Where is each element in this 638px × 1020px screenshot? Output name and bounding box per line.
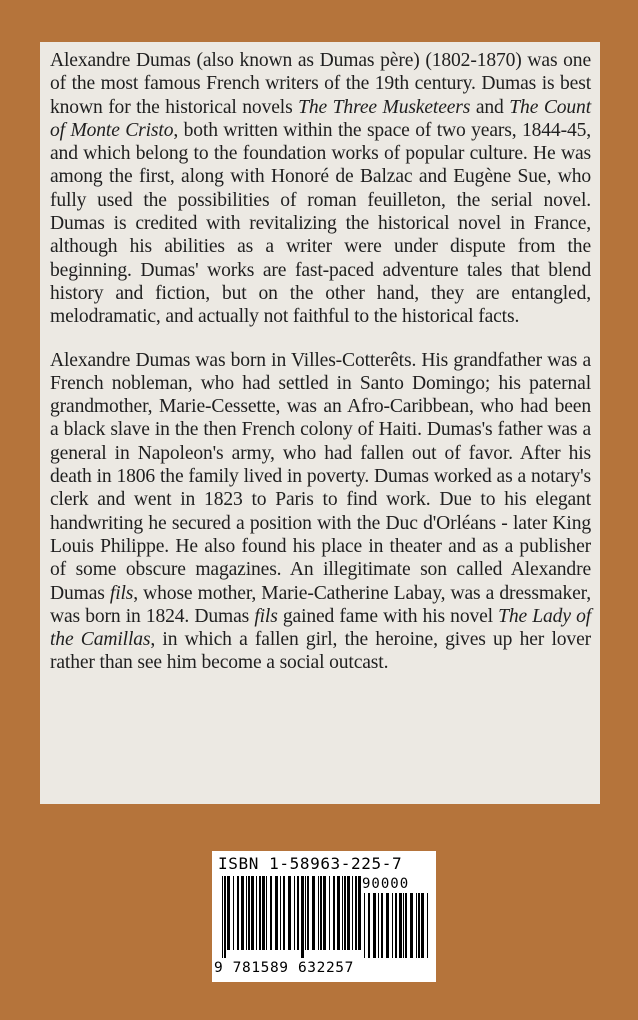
italic-title: fils <box>254 605 278 627</box>
barcode-bar <box>352 876 353 950</box>
paragraph-biography-early-life <box>50 349 591 675</box>
barcode-bar <box>233 876 234 950</box>
barcode-bar <box>222 876 223 958</box>
italic-title: fils <box>109 582 134 604</box>
barcode-bar <box>373 893 376 958</box>
italic-title: The Count of Monte Cristo <box>50 96 591 141</box>
barcode-bar <box>251 876 254 950</box>
barcode-bar <box>288 876 291 950</box>
barcode-bar <box>405 893 407 958</box>
barcode-bar <box>403 893 404 958</box>
barcode-bar <box>344 876 346 950</box>
barcode-bar <box>392 893 393 958</box>
barcode-bar <box>323 876 326 950</box>
barcode-bar <box>378 893 379 958</box>
italic-title: The Three Musketeers <box>298 96 471 118</box>
italic-title: The Lady of the Camillas <box>50 605 592 651</box>
text-run: , in which a fallen girl, the heroine, gives up her lover rather than see him become a social outcast. <box>50 629 591 674</box>
barcode-bar <box>312 876 315 950</box>
barcode-bar <box>280 876 281 950</box>
barcode-bar <box>364 893 365 958</box>
isbn-label: ISBN 1-58963-225-7 <box>218 854 403 873</box>
barcode-bar <box>418 893 420 958</box>
text-run: gained fame with his novel <box>277 605 499 627</box>
ean-bars <box>222 876 362 958</box>
barcode-bar <box>270 876 272 950</box>
text-run: Alexandre Dumas (also known as Dumas père) (1802-1870) was one of the most famous French writers of the 19th century. Dumas is best known for the historical novels <box>50 50 591 118</box>
barcode-bar <box>368 893 370 958</box>
barcode-bar <box>248 876 250 950</box>
text-run: , whose mother, Marie-Catherine Labay, was a dressmaker, was born in 1824. Dumas <box>50 582 592 627</box>
barcode-bar <box>297 876 299 950</box>
barcode-bar <box>318 876 319 950</box>
barcode-bar <box>421 893 424 958</box>
isbn-barcode <box>212 851 436 982</box>
barcode-bar <box>342 876 343 950</box>
barcode-bar <box>337 876 340 950</box>
barcode-bar <box>294 876 295 950</box>
barcode-bar <box>305 876 306 950</box>
barcode-bar <box>301 876 304 958</box>
barcode-bar <box>395 893 397 958</box>
barcode-bar <box>333 876 335 950</box>
barcode-bar <box>307 876 309 950</box>
barcode-bar <box>224 876 226 958</box>
barcode-bar <box>386 893 389 958</box>
barcode-bar <box>320 876 322 950</box>
barcode-bar <box>399 893 402 958</box>
barcode-bar <box>246 876 247 950</box>
barcode-bar <box>262 876 265 950</box>
barcode-bar <box>283 876 285 950</box>
addon-bars <box>364 893 430 958</box>
barcode-bar <box>241 876 244 950</box>
text-run: , both written within the space of two years, 1844-45, and which belong to the foundation works of popular culture. He was among the first, along with Honoré de Balzac and Eugène Sue, who fully used the possibilities of roman feuilleton, the serial novel. Dumas is credited with revitalizing the historical novel in France, although his abilities as a writer were under dispute from the beginning. Dumas' works are fast-paced adventure tales that blend history and fiction, but on the other hand, they are entangled, melodramatic, and actually not faithful to the historical facts. <box>50 119 591 328</box>
barcode-bar <box>256 876 257 950</box>
barcode-bar <box>358 876 361 950</box>
text-run: and <box>470 96 510 118</box>
barcode-bar <box>275 876 278 950</box>
barcode-bar <box>427 893 428 958</box>
barcode-bar <box>266 876 267 950</box>
barcode-bar <box>410 893 413 958</box>
barcode-bar <box>355 876 357 950</box>
price-code: 90000 <box>362 876 410 892</box>
text-run: Alexandre Dumas was born in Villes-Cotterêts. His grandfather was a French nobleman, who had settled in Santo Domingo; his paternal grandmother, Marie-Cessette, was an Afro-Caribbean, who had been a black slave in the then French colony of Haiti. Dumas's father was a general in Napoleon's army, who had fallen out of favor. After his death in 1806 the family lived in poverty. Dumas worked as a notary's clerk and went in 1823 to Paris to find work. Due to his elegant handwriting he secured a position with the Duc d'Orléans - later King Louis Philippe. He also found his place in theater and as a publisher of some obscure magazines. An illegitimate son called Alexandre Dumas <box>50 349 591 604</box>
barcode-bar <box>416 893 417 958</box>
barcode-bar <box>259 876 261 950</box>
ean-digits: 9 781589 632257 <box>214 960 354 976</box>
description-panel <box>40 42 600 804</box>
barcode-bar <box>329 876 330 950</box>
paragraph-biography-intro <box>50 49 591 329</box>
barcode-bar <box>347 876 350 950</box>
barcode-bar <box>237 876 239 950</box>
barcode-bar <box>381 893 383 958</box>
barcode-bar <box>227 876 230 950</box>
